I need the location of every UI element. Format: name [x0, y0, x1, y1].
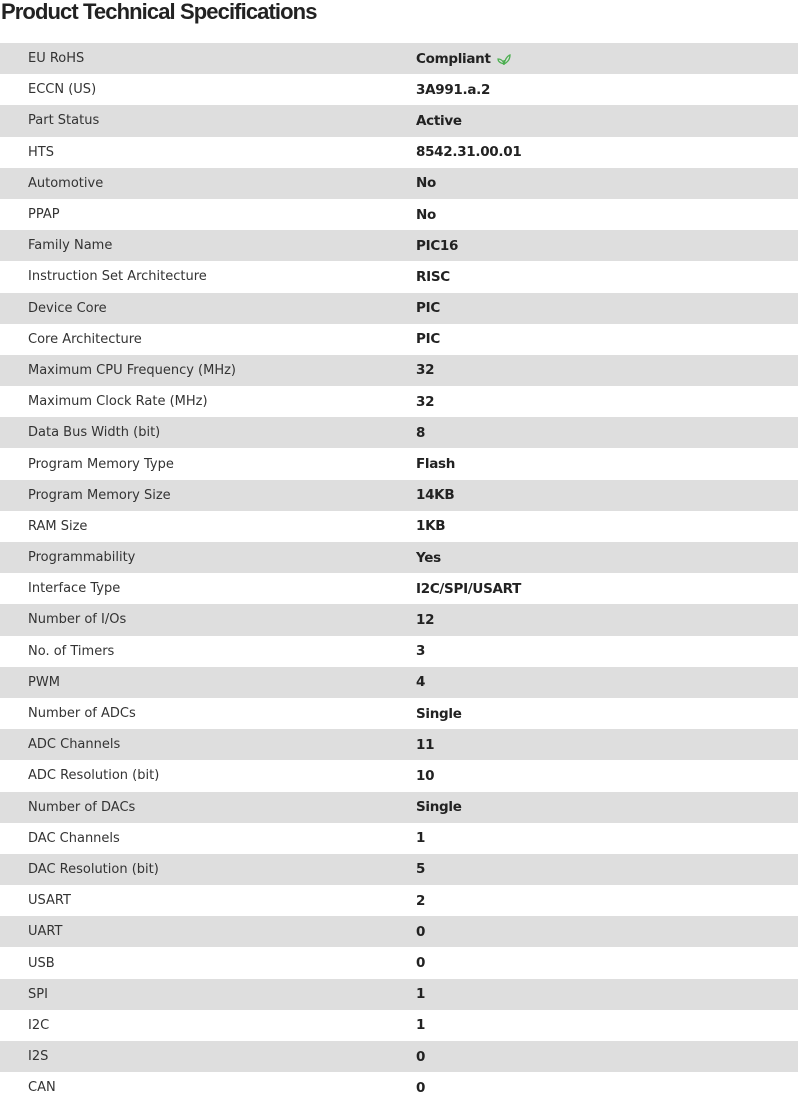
spec-value: [416, 113, 462, 129]
spec-row: [0, 355, 798, 386]
spec-value: [416, 456, 455, 472]
spec-row: [0, 573, 798, 604]
spec-value: [416, 955, 425, 971]
spec-row: [0, 947, 798, 978]
spec-row: [0, 105, 798, 136]
spec-value: [416, 612, 434, 628]
spec-value: [416, 768, 434, 784]
spec-label: Number of I/Os: [28, 612, 127, 628]
spec-value: [416, 238, 458, 254]
spec-table: [0, 43, 798, 1103]
spec-label: Program Memory Type: [28, 456, 174, 472]
spec-value: [416, 986, 425, 1002]
spec-label: I2C: [28, 1017, 50, 1033]
spec-row: [0, 511, 798, 542]
spec-value-text: RISC: [416, 268, 450, 285]
spec-row: [0, 667, 798, 698]
spec-label: Core Architecture: [28, 331, 142, 347]
spec-value: [416, 269, 450, 285]
spec-value-text: 8: [416, 424, 426, 441]
spec-row: [0, 261, 798, 292]
spec-value-text: 0: [416, 1079, 426, 1096]
spec-row: [0, 823, 798, 854]
spec-value-text: 12: [416, 611, 435, 628]
spec-row: [0, 854, 798, 885]
spec-value: [416, 425, 425, 441]
spec-value-text: No: [416, 206, 436, 223]
spec-value-text: 1: [416, 830, 426, 847]
spec-value: [416, 799, 462, 815]
page-title: Product Technical Specifications: [1, 0, 317, 24]
spec-value-text: Compliant: [416, 50, 491, 67]
spec-label: Data Bus Width (bit): [28, 425, 161, 441]
spec-value-text: Single: [416, 705, 462, 722]
spec-label: No. of Timers: [28, 643, 115, 659]
spec-label: Programmability: [28, 550, 136, 566]
spec-row: [0, 43, 798, 74]
spec-label: USB: [28, 955, 55, 971]
spec-label: Automotive: [28, 175, 104, 191]
spec-row: [0, 137, 798, 168]
spec-value: [416, 674, 425, 690]
spec-row: [0, 1010, 798, 1041]
spec-label: Interface Type: [28, 581, 121, 597]
spec-value-text: 1: [416, 986, 426, 1003]
spec-row: [0, 916, 798, 947]
spec-value-text: I2C/SPI/USART: [416, 580, 522, 597]
spec-value-text: PIC: [416, 300, 440, 317]
spec-value-text: 14KB: [416, 487, 455, 504]
spec-label: ADC Resolution (bit): [28, 768, 160, 784]
spec-row: [0, 542, 798, 573]
spec-label: Maximum Clock Rate (MHz): [28, 394, 208, 410]
spec-label: I2S: [28, 1049, 49, 1065]
spec-value: [416, 1080, 425, 1096]
spec-value: [416, 175, 436, 191]
spec-label: CAN: [28, 1080, 56, 1096]
spec-label: Number of ADCs: [28, 706, 136, 722]
spec-value-text: 3: [416, 643, 426, 660]
spec-value-text: No: [416, 175, 436, 192]
spec-value: [416, 331, 440, 347]
spec-row: [0, 480, 798, 511]
spec-row: [0, 386, 798, 417]
spec-value: [416, 893, 425, 909]
spec-value: [416, 487, 454, 503]
spec-row: [0, 293, 798, 324]
spec-value: [416, 737, 434, 753]
spec-value: [416, 300, 440, 316]
spec-row: [0, 448, 798, 479]
spec-value-text: 8542.31.00.01: [416, 144, 522, 161]
spec-value-text: Yes: [416, 549, 441, 566]
spec-value-text: Active: [416, 112, 462, 129]
spec-value-text: Single: [416, 799, 462, 816]
spec-row: [0, 698, 798, 729]
spec-value-text: 2: [416, 892, 426, 909]
spec-value-text: 0: [416, 923, 426, 940]
spec-row: [0, 604, 798, 635]
spec-value-text: 3A991.a.2: [416, 81, 491, 98]
spec-row: [0, 729, 798, 760]
spec-label: Instruction Set Architecture: [28, 269, 207, 285]
spec-value-text: PIC16: [416, 237, 459, 254]
spec-value: [416, 362, 434, 378]
spec-row: [0, 168, 798, 199]
spec-value-text: 0: [416, 955, 426, 972]
spec-row: [0, 792, 798, 823]
spec-value-text: 10: [416, 767, 435, 784]
spec-label: PPAP: [28, 207, 60, 223]
spec-label: PWM: [28, 674, 60, 690]
spec-label: Maximum CPU Frequency (MHz): [28, 362, 236, 378]
spec-row: [0, 636, 798, 667]
spec-row: [0, 1041, 798, 1072]
spec-label: SPI: [28, 986, 48, 1002]
spec-label: ECCN (US): [28, 82, 97, 98]
spec-label: Number of DACs: [28, 799, 136, 815]
spec-value-text: 5: [416, 861, 426, 878]
spec-row: [0, 324, 798, 355]
spec-value-text: PIC: [416, 331, 440, 348]
spec-row: [0, 760, 798, 791]
spec-label: DAC Resolution (bit): [28, 861, 159, 877]
spec-label: USART: [28, 893, 71, 909]
spec-value: [416, 830, 425, 846]
spec-label: Program Memory Size: [28, 487, 171, 503]
spec-value: [416, 550, 441, 566]
spec-value: [416, 207, 436, 223]
spec-row: [0, 1072, 798, 1103]
spec-value-text: 4: [416, 674, 426, 691]
spec-value: [416, 581, 521, 597]
spec-label: DAC Channels: [28, 830, 120, 846]
spec-value: [416, 51, 511, 67]
spec-row: [0, 417, 798, 448]
spec-label: Device Core: [28, 300, 107, 316]
spec-value-text: 32: [416, 362, 435, 379]
spec-label: Part Status: [28, 113, 100, 129]
spec-value: [416, 394, 434, 410]
spec-value: [416, 643, 425, 659]
spec-value-text: 1KB: [416, 518, 446, 535]
spec-value-text: Flash: [416, 456, 456, 473]
spec-value: [416, 861, 425, 877]
spec-row: [0, 979, 798, 1010]
spec-label: ADC Channels: [28, 737, 121, 753]
spec-value: [416, 144, 521, 160]
spec-value-text: 0: [416, 1048, 426, 1065]
spec-value: [416, 1049, 425, 1065]
spec-label: UART: [28, 924, 63, 940]
spec-value: [416, 82, 490, 98]
spec-value: [416, 518, 445, 534]
spec-row: [0, 74, 798, 105]
leaf-icon: [497, 53, 511, 65]
spec-value-text: 11: [416, 736, 435, 753]
spec-value: [416, 1017, 425, 1033]
spec-value-text: 1: [416, 1017, 426, 1034]
spec-row: [0, 230, 798, 261]
spec-value: [416, 706, 462, 722]
spec-row: [0, 885, 798, 916]
spec-label: RAM Size: [28, 518, 88, 534]
spec-value: [416, 924, 425, 940]
spec-row: [0, 199, 798, 230]
spec-label: Family Name: [28, 238, 113, 254]
spec-value-text: 32: [416, 393, 435, 410]
spec-label: HTS: [28, 144, 54, 160]
spec-label: EU RoHS: [28, 51, 85, 67]
